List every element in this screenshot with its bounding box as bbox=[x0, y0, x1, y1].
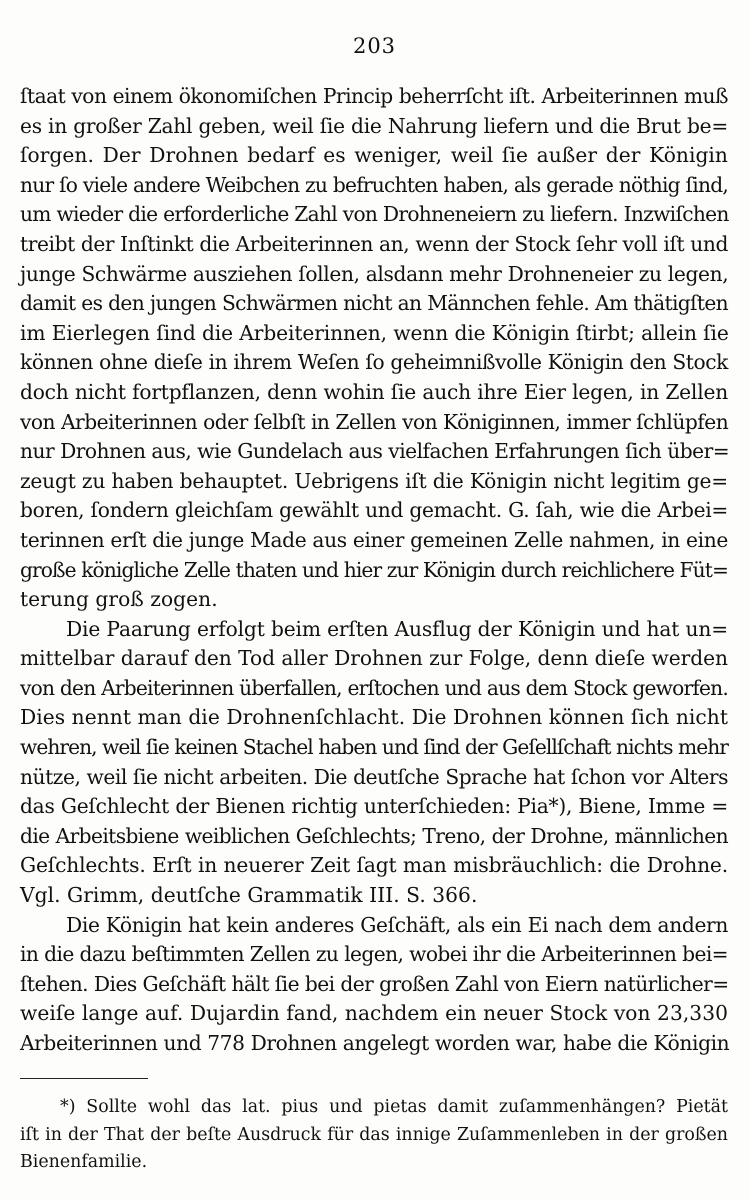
footnote-line: iſt in der That der beſte Ausdruck für das innige Zuſammenleben in der großen bbox=[20, 1124, 728, 1145]
text-line: doch nicht fortpflanzen, denn wohin ſie auch ihre Eier legen, in Zellen bbox=[20, 379, 728, 404]
text-line: boren, ſondern gleichſam gewählt und gemacht. G. ſah, wie die Arbei= bbox=[20, 498, 728, 523]
text-line: nur ſo viele andere Weibchen zu befruchten haben, als gerade nöthig ſind, bbox=[20, 172, 729, 197]
text-line: im Eierlegen ſind die Arbeiterinnen, wenn die Königin ſtirbt; allein ſie bbox=[20, 320, 729, 345]
text-line: um wieder die erforderliche Zahl von Drohneneiern zu liefern. Inzwiſchen bbox=[20, 202, 729, 227]
text-line: von Arbeiterinnen oder ſelbſt in Zellen von Königinnen, immer ſchlüpfen bbox=[20, 409, 729, 434]
footnote-divider bbox=[20, 1078, 148, 1079]
text-line: die Arbeitsbiene weiblichen Geſchlechts; Treno, der Drohne, männlichen bbox=[20, 823, 728, 848]
text-line: junge Schwärme ausziehen ſollen, alsdann mehr Drohneneier zu legen, bbox=[20, 261, 729, 286]
text-line: von den Arbeiterinnen überfallen, erſtochen und aus dem Stock geworfen. bbox=[20, 675, 728, 700]
text-line: können ohne dieſe in ihrem Weſen ſo geheimnißvolle Königin den Stock bbox=[20, 350, 728, 375]
text-line: damit es den jungen Schwärmen nicht an Männchen fehle. Am thätigſten bbox=[20, 291, 728, 316]
text-line: nur Drohnen aus, wie Gundelach aus vielfachen Erfahrungen ſich über= bbox=[20, 439, 730, 464]
text-line: weiſe lange auf. Dujardin fand, nachdem ein neuer Stock von 23,330 bbox=[20, 1001, 728, 1026]
paragraph-start-line: Die Paarung erfolgt beim erſten Ausflug der Königin und hat un= bbox=[66, 616, 728, 641]
text-line: das Geſchlecht der Bienen richtig unterſchieden: Pia*), Biene, Imme = bbox=[20, 794, 728, 819]
text-line: Arbeiterinnen und 778 Drohnen angelegt worden war, habe die Königin bbox=[20, 1031, 730, 1055]
text-line: in die dazu beſtimmten Zellen zu legen, wobei ihr die Arbeiterinnen bei= bbox=[20, 942, 728, 967]
text-line: terung groß zogen. bbox=[20, 587, 218, 612]
text-line: Dies nennt man die Drohnenſchlacht. Die Drohnen können ſich nicht bbox=[20, 705, 728, 730]
body-text bbox=[20, 82, 728, 1059]
text-line: wehren, weil ſie keinen Stachel haben und ſind der Geſellſchaft nichts mehr bbox=[20, 735, 728, 760]
footnote-line: *) Sollte wohl das lat. pius und pietas damit zuſammenhängen? Pietät bbox=[60, 1097, 728, 1117]
text-line: Geſchlechts. Erſt in neuerer Zeit ſagt man misbräuchlich: die Drohne. bbox=[20, 853, 728, 878]
text-line: terinnen erſt die junge Made aus einer gemeinen Zelle nahmen, in eine bbox=[20, 527, 728, 552]
text-line: ſtehen. Dies Geſchäft hält ſie bei der großen Zahl von Eiern natürlicher= bbox=[20, 971, 729, 996]
page-number: 203 bbox=[352, 34, 397, 58]
text-line: es in großer Zahl geben, weil ſie die Nahrung liefern und die Brut be= bbox=[20, 113, 728, 138]
text-line: große königliche Zelle thaten und hier zur Königin durch reichlichere Füt= bbox=[20, 557, 728, 582]
text-line: ſorgen. Der Drohnen bedarf es weniger, weil ſie außer der Königin bbox=[20, 143, 728, 168]
text-line: nütze, weil ſie nicht arbeiten. Die deutſche Sprache hat ſchon vor Alters bbox=[20, 764, 728, 789]
footnote-line: Bienenfamilie. bbox=[20, 1152, 148, 1172]
text-line: mittelbar darauf den Tod aller Drohnen zur Folge, denn dieſe werden bbox=[20, 646, 728, 671]
text-line: treibt der Inſtinkt die Arbeiterinnen an, wenn der Stock ſehr voll iſt und bbox=[20, 231, 728, 256]
text-line: ſtaat von einem ökonomiſchen Princip beherrſcht iſt. Arbeiterinnen muß bbox=[20, 84, 728, 108]
paragraph-start-line: Die Königin hat kein anderes Geſchäft, als ein Ei nach dem andern bbox=[66, 912, 728, 937]
text-line: zeugt zu haben behauptet. Uebrigens iſt die Königin nicht legitim ge= bbox=[20, 468, 728, 493]
footnote bbox=[20, 1094, 728, 1177]
text-line: Vgl. Grimm, deutſche Grammatik III. S. 366. bbox=[20, 883, 478, 908]
